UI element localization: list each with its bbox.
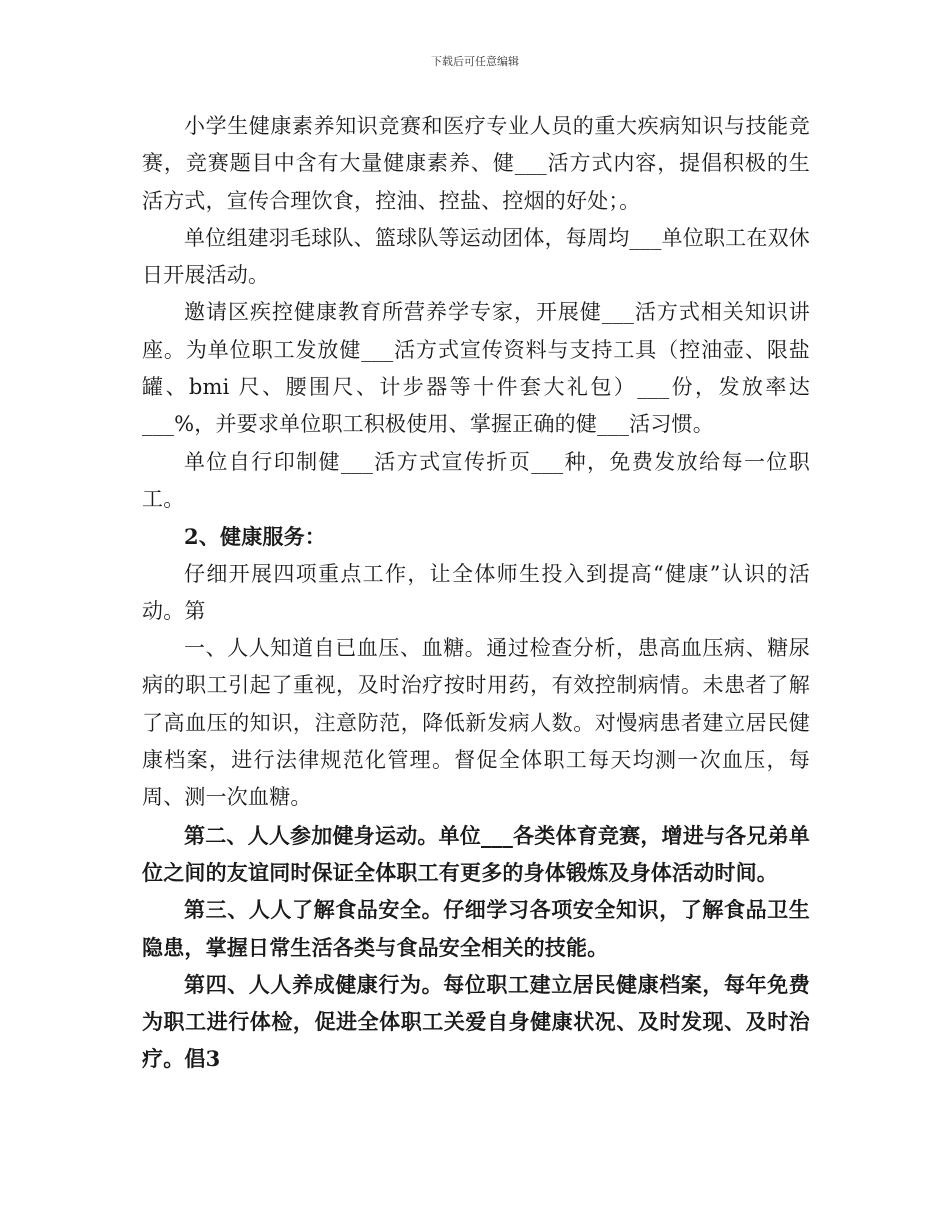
paragraph-four-tasks: 仔细开展四项重点工作，让全体师生投入到提高“健康”认识的活动。第	[142, 561, 810, 623]
page-header: 下载后可任意编辑	[431, 55, 519, 68]
paragraph-nutrition-lecture: 邀请区疾控健康教育所营养学专家，开展健___活方式相关知识讲座。为单位职工发放健___活方式宣传资料与支持工具（控油壶、限盐罐、bmi 尺、腰围尺、计步器等十件套大礼包）___份，发放率达___%，并要求单位职工积极使用、掌握正确的健___活习惯。	[142, 300, 810, 437]
paragraph-healthy-behavior: 第四、人人养成健康行为。每位职工建立居民健康档案，每年免费为职工进行体检，促进全体职工关爱自身健康状况、及时发现、及时治疗。倡3	[142, 971, 810, 1072]
paragraph-sports-teams: 单位组建羽毛球队、篮球队等运动团体，每周均___单位职工在双休日开展活动。	[142, 225, 810, 288]
paragraph-fitness: 第二、人人参加健身运动。单位___各类体育竞赛，增进与各兄弟单位之间的友谊同时保证全体职工有更多的身体锻炼及身体活动时间。	[142, 822, 810, 885]
paragraph-blood-pressure: 一、人人知道自已血压、血糖。通过检查分析，患高血压病、糖尿病的职工引起了重视，及时治疗按时用药，有效控制病情。未患者了解了高血压的知识，注意防范，降低新发病人数。对慢病患者建立居民健康档案，进行法律规范化管理。督促全体职工每天均测一次血压，每周、测一次血糖。	[142, 636, 810, 810]
document-body	[142, 108, 810, 1078]
section-heading-health-service: 2、健康服务：	[184, 524, 327, 550]
paragraph-brochures: 单位自行印制健___活方式宣传折页___种，免费发放给每一位职工。	[142, 449, 810, 511]
paragraph-food-safety: 第三、人人了解食品安全。仔细学习各项安全知识，了解食品卫生隐患，掌握日常生活各类与食品安全相关的技能。	[142, 897, 810, 960]
paragraph-health-competition: 小学生健康素养知识竞赛和医疗专业人员的重大疾病知识与技能竞赛，竞赛题目中含有大量健康素养、健___活方式内容，提倡积极的生活方式，宣传合理饮食，控油、控盐、控烟的好处；。	[142, 114, 810, 213]
